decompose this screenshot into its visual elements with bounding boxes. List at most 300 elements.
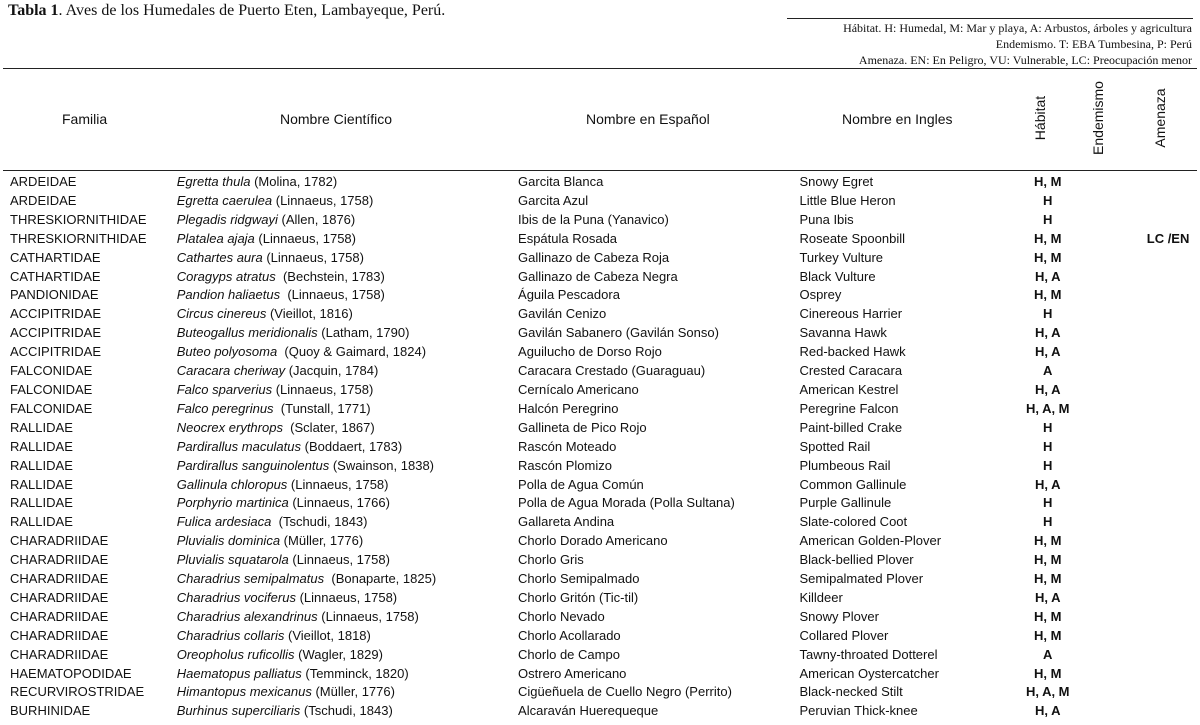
species-binomial: Coragyps atratus [176, 268, 276, 284]
cell-endemismo [1089, 305, 1137, 324]
table-row [3, 211, 1200, 230]
cell-endemismo [1089, 286, 1137, 305]
species-authority: (Linnaeus, 1766) [288, 495, 390, 511]
cell-nombre-espanol: Chorlo Gris [518, 552, 584, 568]
cell-amenaza [1136, 513, 1200, 532]
cell-amenaza [1136, 305, 1200, 324]
species-authority: (Vieillot, 1818) [284, 627, 371, 643]
cell-habitat: H, A [1034, 476, 1061, 492]
cell-habitat: A [1043, 363, 1053, 379]
table-row [3, 419, 1200, 438]
cell-endemismo [1089, 381, 1137, 400]
cell-amenaza [1136, 249, 1200, 268]
species-authority: (Bechstein, 1783) [275, 268, 385, 284]
cell-nombre-espanol: Espátula Rosada [518, 230, 618, 246]
table-row [3, 665, 1200, 684]
species-authority: (Boddaert, 1783) [301, 438, 403, 454]
cell-amenaza [1136, 286, 1200, 305]
cell-nombre-espanol: Chorlo Acollarado [518, 627, 621, 643]
cell-habitat: H, A [1034, 344, 1061, 360]
table-row [3, 324, 1200, 343]
species-binomial: Falco sparverius [176, 381, 273, 397]
cell-nombre-ingles: Savanna Hawk [799, 325, 887, 341]
cell-habitat: H, A, M [1025, 684, 1070, 700]
cell-nombre-espanol: Rascón Moteado [518, 438, 617, 454]
cell-endemismo [1089, 324, 1137, 343]
cell-nombre-ingles: Crested Caracara [799, 363, 903, 379]
cell-amenaza [1136, 702, 1200, 721]
cell-familia: ARDEIDAE [10, 174, 77, 189]
table-title [8, 2, 445, 20]
species-binomial: Caracara cheriway [176, 363, 286, 379]
table-row [3, 608, 1200, 627]
legend-endemismo: Endemismo. T: EBA Tumbesina, P: Perú [995, 37, 1192, 51]
cell-habitat: H, M [1034, 174, 1062, 189]
cell-nombre-cientifico [177, 627, 518, 646]
cell-familia: CHARADRIIDAE [10, 552, 109, 568]
table-row [3, 230, 1200, 249]
cell-habitat: H, M [1034, 571, 1062, 587]
cell-endemismo [1089, 400, 1137, 419]
cell-habitat: H [1043, 306, 1053, 322]
cell-nombre-cientifico [177, 570, 518, 589]
species-binomial: Porphyrio martinica [176, 495, 289, 511]
cell-habitat: H, M [1034, 249, 1062, 265]
cell-amenaza [1136, 665, 1200, 684]
cell-habitat: H, A [1034, 268, 1061, 284]
cell-habitat: H [1043, 495, 1053, 511]
cell-nombre-cientifico [177, 211, 518, 230]
cell-familia: RALLIDAE [10, 438, 73, 454]
cell-habitat: H, M [1034, 608, 1062, 624]
cell-habitat: H, A [1034, 589, 1061, 605]
cell-endemismo [1089, 268, 1137, 287]
cell-nombre-cientifico [177, 702, 518, 721]
cell-amenaza [1136, 494, 1200, 513]
cell-endemismo [1089, 589, 1137, 608]
species-authority: (Linnaeus, 1758) [288, 552, 390, 568]
species-binomial: Pluvialis dominica [176, 533, 281, 549]
cell-nombre-espanol: Garcita Blanca [518, 174, 604, 189]
cell-nombre-cientifico [177, 665, 518, 684]
cell-amenaza [1136, 400, 1200, 419]
cell-amenaza [1136, 683, 1200, 702]
cell-nombre-espanol: Aguilucho de Dorso Rojo [518, 344, 662, 360]
species-authority: (Tschudi, 1843) [271, 514, 368, 530]
cell-amenaza [1136, 646, 1200, 665]
cell-nombre-ingles: American Golden-Plover [799, 533, 942, 549]
cell-familia: RECURVIROSTRIDAE [10, 684, 145, 700]
cell-familia: ARDEIDAE [10, 192, 77, 208]
species-binomial: Platalea ajaja [176, 230, 255, 246]
species-binomial: Charadrius semipalmatus [176, 571, 325, 587]
cell-nombre-ingles: Red-backed Hawk [799, 344, 906, 360]
cell-amenaza [1136, 343, 1200, 362]
cell-familia: CHARADRIIDAE [10, 571, 109, 587]
cell-nombre-ingles: Little Blue Heron [799, 192, 896, 208]
header-endemismo: Endemismo [1090, 81, 1106, 155]
cell-amenaza [1136, 532, 1200, 551]
species-table [3, 173, 1200, 721]
species-binomial: Pandion haliaetus [176, 287, 281, 303]
cell-habitat: H, A [1034, 381, 1061, 397]
species-table-body [3, 173, 1200, 721]
table-row [3, 286, 1200, 305]
table-row [3, 249, 1200, 268]
cell-habitat: H, M [1034, 230, 1062, 246]
species-authority: (Tschudi, 1843) [300, 703, 393, 719]
species-authority: (Linnaeus, 1758) [280, 287, 385, 303]
cell-amenaza [1136, 173, 1200, 192]
table-caption: . Aves de los Humedales de Puerto Eten, Lambayeque, Perú. [58, 2, 446, 19]
cell-nombre-ingles: Collared Plover [799, 627, 889, 643]
table-row [3, 381, 1200, 400]
table-row [3, 589, 1200, 608]
cell-nombre-espanol: Caracara Crestado (Guaraguau) [518, 363, 706, 379]
cell-nombre-cientifico [177, 324, 518, 343]
species-binomial: Charadrius alexandrinus [176, 608, 318, 624]
cell-familia: PANDIONIDAE [10, 287, 99, 303]
cell-endemismo [1089, 551, 1137, 570]
cell-familia: ACCIPITRIDAE [10, 306, 102, 322]
header-familia: Familia [62, 111, 108, 127]
cell-nombre-espanol: Gallareta Andina [518, 514, 615, 530]
cell-nombre-ingles: American Kestrel [799, 381, 899, 397]
cell-nombre-espanol: Cigüeñuela de Cuello Negro (Perrito) [518, 684, 732, 700]
cell-endemismo [1089, 211, 1137, 230]
table-row [3, 570, 1200, 589]
table-row [3, 476, 1200, 495]
header-amenaza: Amenaza [1152, 88, 1168, 148]
cell-habitat: H, M [1034, 552, 1062, 568]
cell-amenaza [1136, 324, 1200, 343]
cell-familia: RALLIDAE [10, 419, 73, 435]
cell-nombre-espanol: Polla de Agua Morada (Polla Sultana) [518, 495, 735, 511]
cell-habitat: H [1043, 192, 1053, 208]
cell-familia: RALLIDAE [10, 476, 73, 492]
species-authority: (Müller, 1776) [311, 684, 395, 700]
cell-nombre-ingles: Paint-billed Crake [799, 419, 903, 435]
cell-habitat: H, M [1034, 287, 1062, 303]
cell-nombre-cientifico [177, 192, 518, 211]
cell-habitat: H, M [1034, 533, 1062, 549]
cell-familia: ACCIPITRIDAE [10, 325, 102, 341]
cell-habitat: H [1043, 438, 1053, 454]
cell-endemismo [1089, 570, 1137, 589]
cell-habitat: H, M [1034, 665, 1062, 681]
cell-familia: CHARADRIIDAE [10, 608, 109, 624]
cell-nombre-espanol: Cernícalo Americano [518, 381, 639, 397]
cell-nombre-espanol: Ostrero Americano [518, 665, 627, 681]
legend-amenaza: Amenaza. EN: En Peligro, VU: Vulnerable, LC: Preocupación menor [858, 53, 1192, 67]
cell-nombre-espanol: Chorlo Dorado Americano [518, 533, 668, 549]
cell-nombre-espanol: Rascón Plomizo [518, 457, 612, 473]
species-authority: (Tunstall, 1771) [273, 400, 371, 416]
cell-habitat: H [1043, 419, 1053, 435]
cell-nombre-cientifico [177, 476, 518, 495]
cell-nombre-ingles: Cinereous Harrier [799, 306, 903, 322]
cell-nombre-ingles: Killdeer [799, 589, 843, 605]
cell-nombre-ingles: Black-necked Stilt [799, 684, 903, 700]
table-row [3, 513, 1200, 532]
cell-familia: RALLIDAE [10, 495, 73, 511]
cell-amenaza [1136, 551, 1200, 570]
cell-nombre-cientifico [177, 438, 518, 457]
cell-habitat: H [1043, 514, 1053, 530]
cell-nombre-cientifico [177, 173, 518, 192]
cell-nombre-espanol: Chorlo Nevado [518, 608, 605, 624]
cell-endemismo [1089, 476, 1137, 495]
cell-nombre-cientifico [177, 646, 518, 665]
cell-endemismo [1089, 173, 1137, 192]
species-authority: (Swainson, 1838) [329, 457, 434, 473]
species-authority: (Sclater, 1867) [282, 419, 375, 435]
cell-nombre-cientifico [177, 513, 518, 532]
table-row [3, 551, 1200, 570]
cell-nombre-ingles: Slate-colored Coot [799, 514, 908, 530]
cell-endemismo [1089, 627, 1137, 646]
cell-amenaza [1136, 192, 1200, 211]
cell-endemismo [1089, 192, 1137, 211]
cell-habitat: H, M [1034, 627, 1062, 643]
species-binomial: Falco peregrinus [176, 400, 274, 416]
cell-nombre-ingles: Common Gallinule [799, 476, 907, 492]
cell-endemismo [1089, 683, 1137, 702]
species-authority: (Linnaeus, 1758) [317, 608, 419, 624]
cell-nombre-cientifico [177, 532, 518, 551]
species-authority: (Müller, 1776) [280, 533, 364, 549]
table-row [3, 438, 1200, 457]
cell-amenaza [1136, 419, 1200, 438]
cell-endemismo [1089, 457, 1137, 476]
cell-nombre-cientifico [177, 457, 518, 476]
cell-amenaza [1136, 457, 1200, 476]
table-row [3, 305, 1200, 324]
cell-familia: CHARADRIIDAE [10, 627, 109, 643]
cell-nombre-cientifico [177, 362, 518, 381]
cell-nombre-espanol: Alcaraván Huerequeque [518, 703, 659, 719]
species-binomial: Buteo polyosoma [176, 344, 278, 360]
cell-nombre-espanol: Ibis de la Puna (Yanavico) [518, 211, 669, 227]
table-row [3, 457, 1200, 476]
cell-nombre-espanol: Halcón Peregrino [518, 400, 619, 416]
cell-familia: CATHARTIDAE [10, 268, 101, 284]
species-authority: (Molina, 1782) [250, 174, 338, 189]
table-header-rule [3, 170, 1197, 171]
cell-habitat: H [1043, 211, 1053, 227]
cell-habitat: H, A [1034, 703, 1061, 719]
cell-nombre-espanol: Chorlo de Campo [518, 646, 620, 662]
cell-endemismo [1089, 419, 1137, 438]
table-row [3, 627, 1200, 646]
cell-familia: THRESKIORNITHIDAE [10, 211, 147, 227]
cell-endemismo [1089, 646, 1137, 665]
table-row [3, 192, 1200, 211]
cell-nombre-ingles: Black Vulture [799, 268, 876, 284]
cell-nombre-espanol: Polla de Agua Común [518, 476, 644, 492]
cell-nombre-cientifico [177, 249, 518, 268]
species-binomial: Pardirallus maculatus [176, 438, 302, 454]
cell-nombre-ingles: Puna Ibis [799, 211, 854, 227]
cell-nombre-cientifico [177, 419, 518, 438]
cell-amenaza [1136, 211, 1200, 230]
cell-nombre-espanol: Gallinazo de Cabeza Negra [518, 268, 678, 284]
table-row [3, 683, 1200, 702]
cell-habitat: H, A [1034, 325, 1061, 341]
species-binomial: Cathartes aura [176, 249, 263, 265]
cell-nombre-cientifico [177, 608, 518, 627]
cell-amenaza [1136, 268, 1200, 287]
cell-nombre-cientifico [177, 589, 518, 608]
table-row [3, 362, 1200, 381]
cell-amenaza [1136, 627, 1200, 646]
species-authority: (Linnaeus, 1758) [262, 249, 364, 265]
cell-nombre-ingles: Snowy Egret [799, 174, 874, 189]
cell-amenaza [1136, 589, 1200, 608]
species-binomial: Fulica ardesiaca [176, 514, 272, 530]
species-authority: (Linnaeus, 1758) [272, 381, 374, 397]
cell-endemismo [1089, 513, 1137, 532]
cell-familia: CHARADRIIDAE [10, 589, 109, 605]
cell-endemismo [1089, 532, 1137, 551]
cell-nombre-cientifico [177, 400, 518, 419]
cell-familia: ACCIPITRIDAE [10, 344, 102, 360]
header-nombre-espanol: Nombre en Español [586, 111, 710, 127]
cell-nombre-cientifico [177, 494, 518, 513]
species-authority: (Linnaeus, 1758) [287, 476, 389, 492]
cell-nombre-cientifico [177, 268, 518, 287]
cell-nombre-espanol: Gallineta de Pico Rojo [518, 419, 647, 435]
header-nombre-cientifico: Nombre Científico [280, 111, 393, 127]
cell-nombre-cientifico [177, 381, 518, 400]
species-binomial: Buteogallus meridionalis [176, 325, 318, 341]
table-row [3, 343, 1200, 362]
cell-amenaza [1136, 570, 1200, 589]
cell-endemismo [1089, 343, 1137, 362]
cell-nombre-ingles: Black-bellied Plover [799, 552, 914, 568]
species-authority: (Temminck, 1820) [301, 665, 409, 681]
species-binomial: Oreopholus ruficollis [176, 646, 295, 662]
cell-nombre-espanol: Chorlo Semipalmado [518, 571, 640, 587]
table-row [3, 173, 1200, 192]
cell-amenaza [1136, 476, 1200, 495]
table-row [3, 532, 1200, 551]
cell-nombre-ingles: Snowy Plover [799, 608, 879, 624]
cell-nombre-cientifico [177, 305, 518, 324]
header-habitat: Hábitat [1032, 95, 1048, 141]
species-authority: (Jacquin, 1784) [285, 363, 379, 379]
cell-familia: FALCONIDAE [10, 400, 93, 416]
cell-familia: CHARADRIIDAE [10, 646, 109, 662]
cell-nombre-ingles: Plumbeous Rail [799, 457, 891, 473]
cell-nombre-ingles: Roseate Spoonbill [799, 230, 905, 246]
cell-nombre-espanol: Gallinazo de Cabeza Roja [518, 249, 670, 265]
cell-endemismo [1089, 249, 1137, 268]
cell-familia: FALCONIDAE [10, 381, 93, 397]
species-binomial: Pardirallus sanguinolentus [176, 457, 330, 473]
cell-endemismo [1089, 494, 1137, 513]
cell-nombre-ingles: Semipalmated Plover [799, 571, 924, 587]
cell-endemismo [1089, 702, 1137, 721]
species-binomial: Charadrius vociferus [176, 589, 296, 605]
species-binomial: Neocrex erythrops [176, 419, 283, 435]
species-authority: (Allen, 1876) [277, 211, 356, 227]
species-binomial: Gallinula chloropus [176, 476, 288, 492]
cell-nombre-ingles: Tawny-throated Dotterel [799, 646, 938, 662]
species-authority: (Linnaeus, 1758) [254, 230, 356, 246]
table-row [3, 400, 1200, 419]
species-binomial: Plegadis ridgwayi [176, 211, 278, 227]
table-row [3, 646, 1200, 665]
cell-familia: BURHINIDAE [10, 703, 91, 719]
cell-amenaza [1136, 362, 1200, 381]
cell-familia: CATHARTIDAE [10, 249, 101, 265]
cell-nombre-ingles: Turkey Vulture [799, 249, 884, 265]
cell-endemismo [1089, 362, 1137, 381]
species-authority: (Linnaeus, 1758) [295, 589, 398, 605]
header-nombre-ingles: Nombre en Ingles [842, 111, 953, 127]
species-binomial: Egretta caerulea [176, 192, 273, 208]
species-authority: (Quoy & Gaimard, 1824) [277, 344, 427, 360]
cell-familia: RALLIDAE [10, 457, 73, 473]
cell-nombre-ingles: Osprey [799, 287, 842, 303]
table-row [3, 702, 1200, 721]
cell-nombre-ingles: American Oystercatcher [799, 665, 939, 681]
cell-amenaza [1136, 608, 1200, 627]
cell-nombre-espanol: Gavilán Sabanero (Gavilán Sonso) [518, 325, 719, 341]
table-row [3, 268, 1200, 287]
cell-nombre-cientifico [177, 683, 518, 702]
table-number: Tabla 1 [8, 2, 59, 19]
cell-nombre-ingles: Purple Gallinule [799, 495, 892, 511]
cell-amenaza [1136, 381, 1200, 400]
cell-nombre-espanol: Chorlo Gritón (Tic-til) [518, 589, 639, 605]
cell-nombre-cientifico [177, 286, 518, 305]
cell-familia: CHARADRIIDAE [10, 533, 109, 549]
cell-endemismo [1089, 438, 1137, 457]
cell-nombre-espanol: Gavilán Cenizo [518, 306, 607, 322]
cell-endemismo [1089, 230, 1137, 249]
species-binomial: Egretta thula [176, 174, 251, 189]
cell-endemismo [1089, 665, 1137, 684]
species-binomial: Haematopus palliatus [176, 665, 302, 681]
cell-endemismo [1089, 608, 1137, 627]
cell-amenaza [1136, 438, 1200, 457]
species-authority: (Linnaeus, 1758) [272, 192, 374, 208]
cell-nombre-ingles: Peruvian Thick-knee [799, 703, 918, 719]
species-authority: (Bonaparte, 1825) [324, 571, 437, 587]
table-row [3, 494, 1200, 513]
species-binomial: Charadrius collaris [176, 627, 285, 643]
legend-divider [787, 18, 1193, 19]
cell-nombre-ingles: Peregrine Falcon [799, 400, 899, 416]
species-authority: (Vieillot, 1816) [266, 306, 353, 322]
species-authority: (Latham, 1790) [317, 325, 410, 341]
legend-habitat: Hábitat. H: Humedal, M: Mar y playa, A: Arbustos, árboles y agricultura [843, 21, 1192, 35]
species-binomial: Burhinus superciliaris [176, 703, 301, 719]
cell-amenaza: LC /EN [1146, 230, 1190, 246]
species-authority: (Wagler, 1829) [294, 646, 383, 662]
table-top-rule [3, 68, 1197, 69]
cell-habitat: H, A, M [1025, 400, 1070, 416]
cell-familia: HAEMATOPODIDAE [10, 665, 132, 681]
species-binomial: Circus cinereus [176, 306, 267, 322]
cell-familia: FALCONIDAE [10, 363, 93, 379]
species-binomial: Pluvialis squatarola [176, 552, 289, 568]
cell-nombre-cientifico [177, 551, 518, 570]
cell-nombre-espanol: Garcita Azul [518, 192, 589, 208]
cell-habitat: A [1043, 646, 1053, 662]
